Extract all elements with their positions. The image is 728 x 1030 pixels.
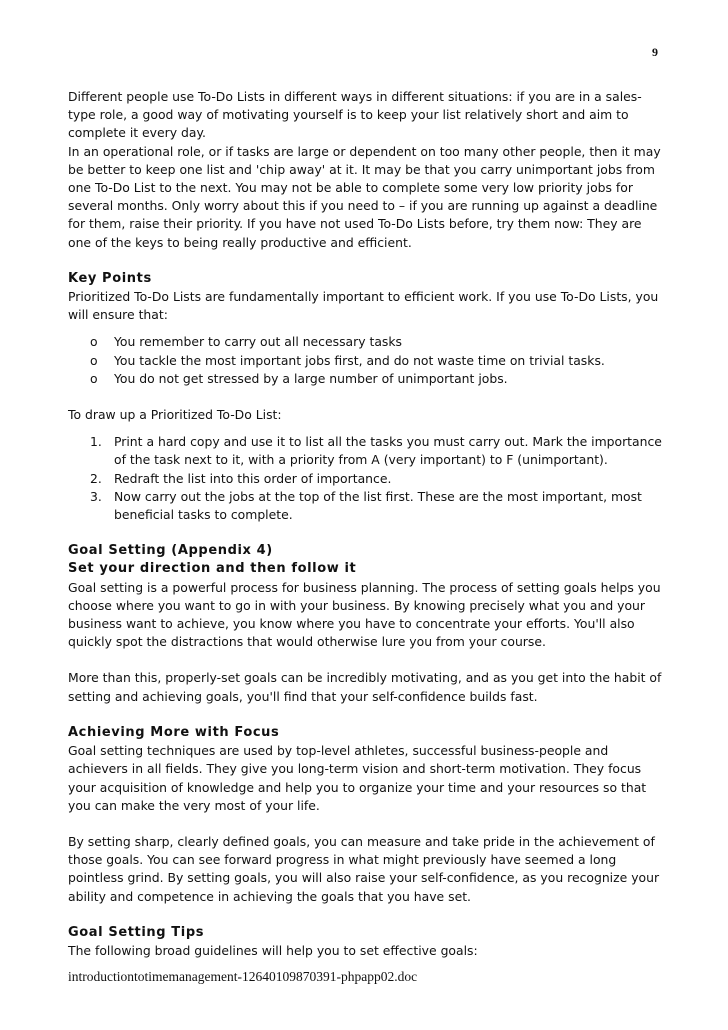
tips-text: The following broad guidelines will help you to set effective goals: (68, 942, 478, 958)
step-number: 2. (90, 470, 102, 486)
step-number: 3. (90, 488, 102, 504)
goal-setting-paragraph-1: Goal setting is a powerful process for business planning. The process of setting goals helps you choose where you want to go in with your business. By knowing precisely what you and your business want to achieve, you know where you have to concentrate your efforts. You'll also quickly spot the distractions that would otherwise lure you from your course. (68, 579, 661, 650)
footer-filename: introductiontotimemanagement-12640109870391-phpapp02.doc (68, 969, 418, 984)
key-points-heading: Key Points (68, 270, 152, 286)
list-item (90, 433, 662, 469)
tips-heading: Goal Setting Tips (68, 924, 205, 940)
step-number: 1. (90, 434, 102, 450)
list-item-text: You do not get stressed by a large number of unimportant jobs. (114, 370, 508, 386)
intro-paragraph-2: In an operational role, or if tasks are large or dependent on too many other people, then it may be better to keep one list and 'chip away' at it. It may be that you carry unimportant jobs from one To-Do List to the next. You may not be able to complete some very low priority jobs for several months. Only worry about this if you need to – if you are running up against a deadline for them, raise their priority. If you have not used To-Do Lists before, try them now: They are one of the keys to being really productive and efficient. (68, 143, 661, 250)
todo-steps-list (68, 433, 662, 524)
goal-setting-subheading: Set your direction and then follow it (68, 561, 357, 577)
list-item (90, 352, 662, 370)
todo-list-intro: To draw up a Prioritized To-Do List: (68, 407, 282, 423)
bullet-marker-icon: o (90, 334, 98, 350)
achieving-heading: Achieving More with Focus (68, 724, 280, 740)
key-points-text: Prioritized To-Do Lists are fundamentally important to efficient work. If you use To-Do Lists, you will ensure that: (68, 289, 659, 323)
step-text: Now carry out the jobs at the top of the list first. These are the most important, most beneficial tasks to complete. (114, 488, 642, 523)
bullet-marker-icon: o (90, 370, 98, 386)
achieving-paragraph-1: Goal setting techniques are used by top-level athletes, successful business-people and achievers in all fields. They give you long-term vision and short-term motivation. They focus your acquisition of knowledge and help you to organize your time and your resources so that you can make the very most of your life. (68, 743, 647, 813)
goal-setting-heading: Goal Setting (Appendix 4) (68, 543, 273, 559)
achieving-paragraph-2: By setting sharp, clearly defined goals, you can measure and take pride in the achievement of those goals. You can see forward progress in what might previously have seemed a long pointless grind. By setting goals, you will also raise your self-confidence, as you recognize your ability and competence in achieving the goals that you have set. (68, 833, 660, 904)
list-item (90, 470, 662, 488)
list-item (90, 488, 662, 524)
list-item (90, 333, 662, 351)
goal-setting-paragraph-2: More than this, properly-set goals can be incredibly motivating, and as you get into the habit of setting and achieving goals, you'll find that your self-confidence builds fast. (68, 670, 662, 704)
list-item-text: You remember to carry out all necessary tasks (114, 334, 403, 350)
intro-paragraph-1: Different people use To-Do Lists in different ways in different situations: if you are in a sales-type role, a good way of motivating yourself is to keep your list relatively short and aim to complete it every day. (68, 89, 642, 141)
page-content (68, 88, 662, 960)
list-item (90, 370, 662, 388)
key-points-bullet-list (68, 333, 662, 388)
list-item-text: You tackle the most important jobs first, and do not waste time on trivial tasks. (114, 352, 605, 368)
bullet-marker-icon: o (90, 352, 98, 368)
step-text: Print a hard copy and use it to list all the tasks you must carry out. Mark the importance of the task next to it, with a priority from A (very important) to F (unimportant). (114, 434, 662, 468)
step-text: Redraft the list into this order of importance. (114, 470, 392, 486)
page-number: 9 (652, 45, 658, 59)
